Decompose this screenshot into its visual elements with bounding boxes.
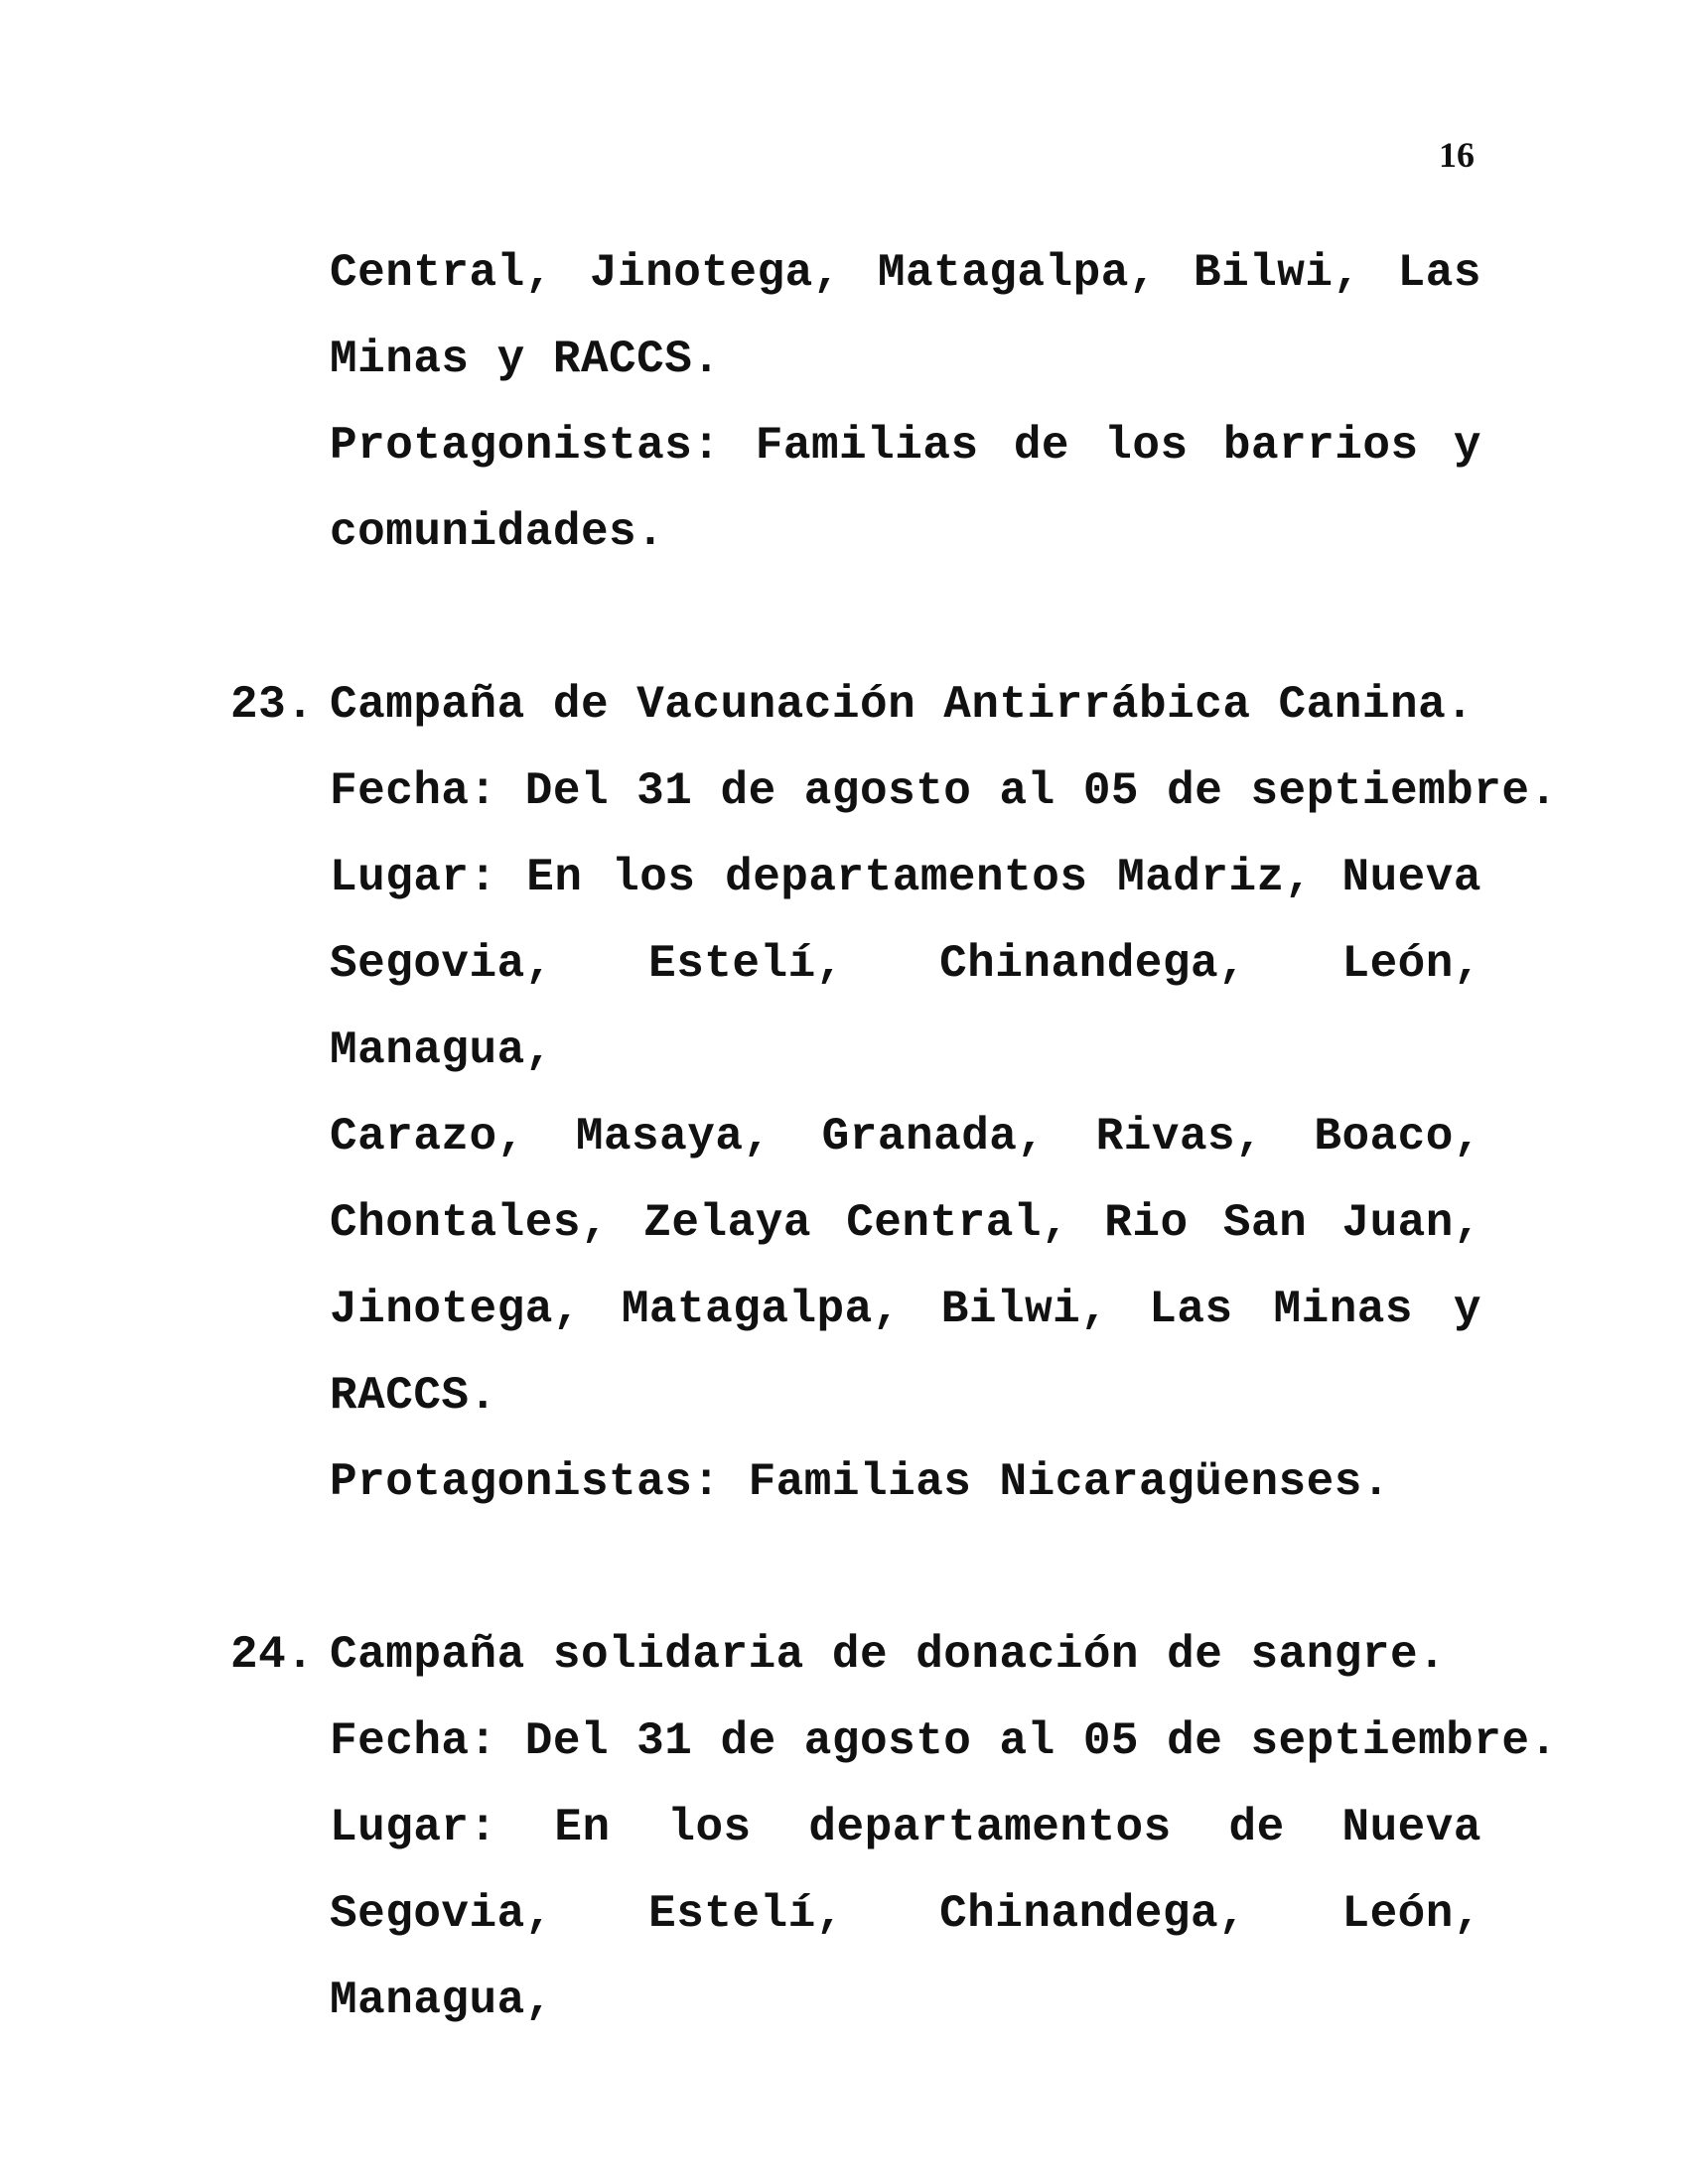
list-item-23	[230, 662, 1558, 1526]
item-place-line: Chontales, Zelaya Central, Rio San Juan,	[330, 1197, 1481, 1249]
item-place-line: RACCS.	[330, 1370, 497, 1422]
paragraph-gap	[230, 576, 1481, 662]
continuation-protagonists-line: Protagonistas: Familias de los barrios y	[330, 420, 1481, 472]
item-number: 23.	[230, 679, 315, 731]
item-title: Campaña solidaria de donación de sangre.	[330, 1629, 1447, 1681]
continuation-place-line: Minas y RACCS.	[330, 334, 721, 385]
item-place-line: Lugar: En los departamentos de Nueva	[330, 1802, 1481, 1853]
item-place-line: Jinotega, Matagalpa, Bilwi, Las Minas y	[330, 1284, 1481, 1335]
item-protagonists: Protagonistas: Familias Nicaragüenses.	[330, 1456, 1390, 1508]
continuation-section	[230, 230, 1481, 576]
item-place-line: Lugar: En los departamentos Madriz, Nueva	[330, 852, 1481, 903]
item-date: Fecha: Del 31 de agosto al 05 de septiembre.	[330, 1715, 1558, 1767]
item-number: 24.	[230, 1629, 315, 1681]
item-title: Campaña de Vacunación Antirrábica Canina.	[330, 679, 1475, 731]
continuation-place-line: Central, Jinotega, Matagalpa, Bilwi, Las	[330, 247, 1481, 299]
continuation-protagonists-line: comunidades.	[330, 506, 665, 558]
item-place-line: Segovia, Estelí, Chinandega, León, Managua,	[330, 1888, 1481, 2026]
document-body	[230, 230, 1558, 2044]
page-number: 16	[1439, 135, 1475, 175]
paragraph-gap	[230, 1526, 1481, 1612]
item-place-line: Carazo, Masaya, Granada, Rivas, Boaco,	[330, 1111, 1481, 1162]
item-place-line: Segovia, Estelí, Chinandega, León, Managua,	[330, 938, 1481, 1076]
item-date: Fecha: Del 31 de agosto al 05 de septiembre.	[330, 765, 1558, 817]
list-item-24	[230, 1612, 1558, 2044]
